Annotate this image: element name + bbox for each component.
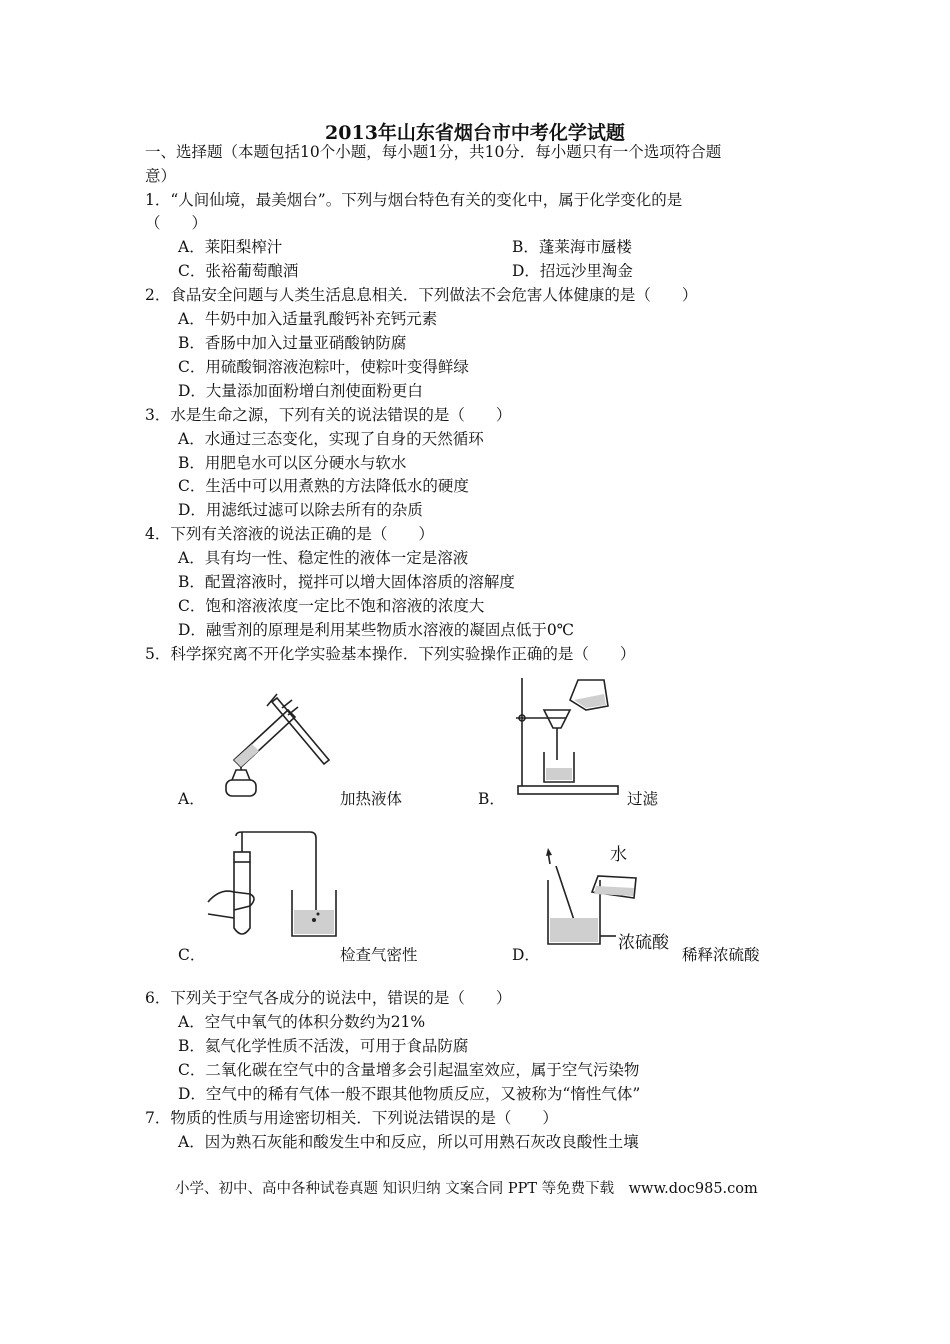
acid-label: 浓硫酸 <box>618 933 669 952</box>
q1-option-d: D．招远沙里淘金 <box>512 262 633 280</box>
q2-option-b: B．香肠中加入过量亚硝酸钠防腐 <box>178 334 407 352</box>
q6-option-d: D．空气中的稀有气体一般不跟其他物质反应，又被称为“惰性气体” <box>178 1085 641 1103</box>
dilute-sulfuric-acid-figure <box>540 836 680 952</box>
q1-option-a: A．莱阳梨榨汁 <box>178 238 283 256</box>
airtightness-check-figure <box>200 828 340 946</box>
figure-a-letter: A． <box>178 790 205 808</box>
figure-a-caption: 加热液体 <box>340 790 403 808</box>
q6-option-c: C．二氧化碳在空气中的含量增多会引起温室效应，属于空气污染物 <box>178 1061 640 1079</box>
question-1-paren: （ ） <box>145 214 208 232</box>
figure-c-letter: C． <box>178 946 206 964</box>
page-footer: 小学、初中、高中各种试卷真题 知识归纳 文案合同 PPT 等免费下载 www.doc985.com <box>175 1181 758 1197</box>
question-5-stem: 5．科学探究离不开化学实验基本操作．下列实验操作正确的是（ ） <box>145 645 636 663</box>
q4-option-c: C．饱和溶液浓度一定比不饱和溶液的浓度大 <box>178 597 485 615</box>
q2-option-c: C．用硫酸铜溶液泡粽叶，使粽叶变得鲜绿 <box>178 358 469 376</box>
filtration-figure <box>512 674 622 798</box>
q2-option-d: D．大量添加面粉增白剂使面粉更白 <box>178 382 423 400</box>
question-3-stem: 3．水是生命之源，下列有关的说法错误的是（ ） <box>145 406 512 424</box>
figure-d-letter: D． <box>512 946 540 964</box>
figure-b-letter: B． <box>478 790 505 808</box>
q7-option-a: A．因为熟石灰能和酸发生中和反应，所以可用熟石灰改良酸性土壤 <box>178 1133 639 1151</box>
question-6-stem: 6．下列关于空气各成分的说法中，错误的是（ ） <box>145 989 512 1007</box>
q3-option-c: C．生活中可以用煮熟的方法降低水的硬度 <box>178 477 469 495</box>
page-title: 2013年山东省烟台市中考化学试题 <box>325 122 625 144</box>
figure-d-caption: 稀释浓硫酸 <box>682 946 760 964</box>
figure-b-caption: 过滤 <box>627 790 659 808</box>
q6-option-a: A．空气中氧气的体积分数约为21% <box>178 1013 426 1031</box>
q6-option-b: B．氦气化学性质不活泼，可用于食品防腐 <box>178 1037 469 1055</box>
q3-option-b: B．用肥皂水可以区分硬水与软水 <box>178 454 407 472</box>
q4-option-a: A．具有均一性、稳定性的液体一定是溶液 <box>178 549 469 567</box>
question-7-stem: 7．物质的性质与用途密切相关．下列说法错误的是（ ） <box>145 1109 558 1127</box>
q2-option-a: A．牛奶中加入适量乳酸钙补充钙元素 <box>178 310 438 328</box>
q3-option-d: D．用滤纸过滤可以除去所有的杂质 <box>178 501 423 519</box>
question-1-stem: 1．“人间仙境，最美烟台”。下列与烟台特色有关的变化中，属于化学变化的是 <box>145 191 683 209</box>
section-heading-cont: 意） <box>145 167 177 185</box>
figure-c-caption: 检查气密性 <box>340 946 418 964</box>
q3-option-a: A．水通过三态变化，实现了自身的天然循环 <box>178 430 484 448</box>
question-4-stem: 4．下列有关溶液的说法正确的是（ ） <box>145 525 434 543</box>
water-label: 水 <box>610 845 627 865</box>
question-2-stem: 2．食品安全问题与人类生活息息相关．下列做法不会危害人体健康的是（ ） <box>145 286 698 304</box>
section-heading: 一、选择题（本题包括10个小题，每小题1分，共10分．每小题只有一个选项符合题 <box>145 143 722 161</box>
heating-liquid-figure <box>212 688 337 806</box>
q4-option-d: D．融雪剂的原理是利用某些物质水溶液的凝固点低于0℃ <box>178 621 575 639</box>
q4-option-b: B．配置溶液时，搅拌可以增大固体溶质的溶解度 <box>178 573 515 591</box>
q1-option-b: B．蓬莱海市蜃楼 <box>512 238 632 256</box>
q1-option-c: C．张裕葡萄酿酒 <box>178 262 299 280</box>
